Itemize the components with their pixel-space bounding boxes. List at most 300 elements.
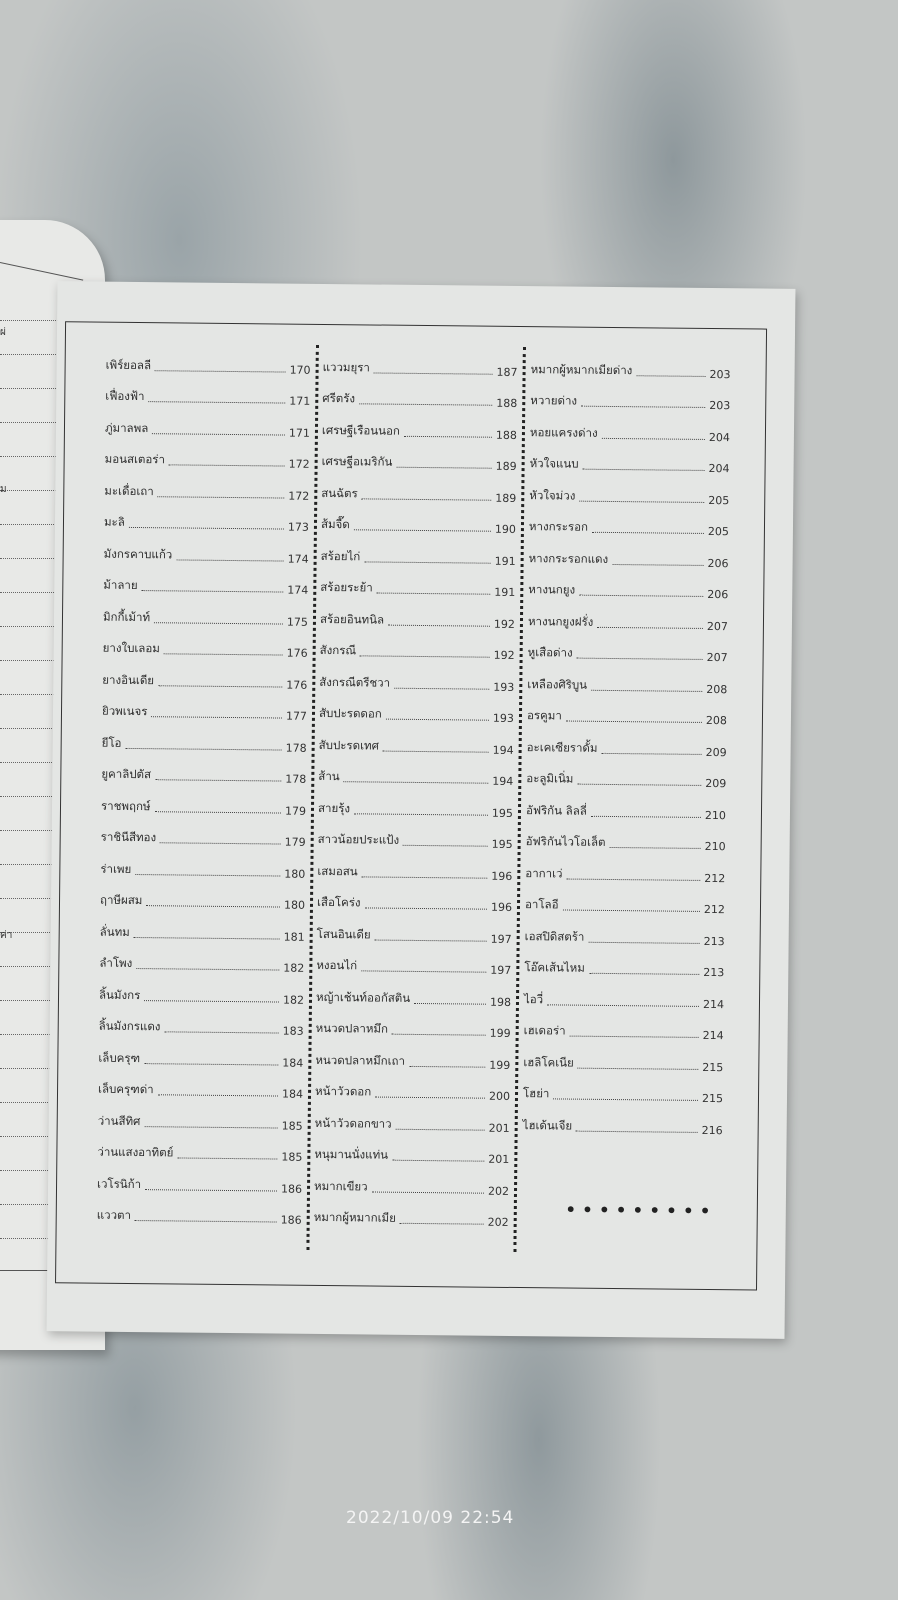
- entry-name: โสนอินเดีย: [316, 926, 371, 941]
- dot-leader: [409, 1065, 485, 1067]
- entry-page-number: 172: [288, 489, 310, 503]
- dot-leader: [148, 401, 285, 403]
- index-entry: [318, 754, 513, 788]
- entry-page-number: 204: [708, 430, 730, 444]
- index-entry: [525, 851, 725, 885]
- index-entry: [106, 343, 311, 377]
- entry-page-number: 196: [491, 869, 513, 883]
- entry-name: หงอนไก่: [316, 957, 358, 973]
- index-entry: [528, 631, 728, 665]
- index-entry: [101, 784, 306, 818]
- dot-leader: [601, 752, 701, 754]
- dot-leader: [372, 1191, 484, 1193]
- entry-name: อาโลอี: [524, 897, 559, 912]
- entry-page-number: 178: [285, 772, 307, 786]
- entry-page-number: 171: [288, 426, 311, 440]
- entry-page-number: 184: [282, 1056, 304, 1070]
- index-entry: [321, 534, 516, 568]
- entry-page-number: 209: [705, 776, 727, 791]
- index-entry: [321, 502, 516, 536]
- entry-name: เสือโคร่ง: [316, 894, 361, 910]
- dot-leader: [592, 532, 704, 534]
- dot-leader: [164, 653, 283, 655]
- dot-leader: [145, 1189, 277, 1191]
- entry-page-number: 194: [492, 743, 514, 757]
- index-entry: [321, 471, 516, 505]
- dot-leader: [154, 622, 283, 624]
- entry-page-number: 203: [709, 367, 731, 381]
- index-entry: [530, 442, 730, 476]
- index-entry: [316, 1006, 511, 1040]
- entry-name: หนุมานนั่งแท่น: [314, 1146, 389, 1162]
- entry-name: สับปะรดดอก: [318, 705, 382, 721]
- entry-page-number: 189: [495, 459, 517, 473]
- dot-leader: [362, 876, 488, 878]
- dot-leader: [581, 406, 705, 408]
- index-entry: [320, 597, 515, 631]
- entry-name: หางนกยูงฝรั่ง: [527, 613, 594, 629]
- entry-name: ฤาษีผสม: [99, 892, 143, 908]
- index-entry: [104, 532, 309, 566]
- index-entry: [528, 568, 728, 602]
- dot-leader: [134, 936, 280, 939]
- entry-name: หมากผู้หมากเมีย: [313, 1209, 396, 1225]
- entry-name: มอนสเตอร่า: [104, 451, 166, 467]
- entry-name: เฮเดอร่า: [523, 1023, 566, 1038]
- entry-page-number: 197: [490, 963, 512, 977]
- end-marker: •••••••••: [564, 1197, 717, 1224]
- dot-leader: [583, 469, 705, 471]
- entry-name: ยูคาลิปตัส: [101, 766, 152, 782]
- index-entry: [319, 691, 514, 725]
- dot-leader: [144, 1126, 277, 1128]
- entry-name: ไฮเด้นเจีย: [522, 1117, 573, 1133]
- entry-name: สร้อยระย้า: [320, 579, 373, 595]
- entry-name: ส้มจี๊ด: [320, 516, 350, 532]
- dot-leader: [578, 1067, 699, 1069]
- dot-leader: [636, 375, 705, 377]
- entry-page-number: 210: [704, 839, 726, 854]
- entry-page-number: 185: [281, 1150, 303, 1164]
- index-entry: [319, 660, 514, 694]
- entry-page-number: 205: [707, 524, 729, 539]
- index-entry: [100, 878, 305, 912]
- dot-leader: [597, 626, 703, 628]
- dot-leader: [589, 973, 699, 975]
- index-entry: [314, 1195, 509, 1229]
- index-entry: [97, 1162, 302, 1196]
- dot-leader: [154, 811, 280, 813]
- dot-leader: [158, 496, 285, 498]
- entry-page-number: 174: [287, 552, 309, 566]
- index-entry: [101, 752, 306, 786]
- index-entry: [102, 721, 307, 755]
- index-entry: [322, 439, 517, 473]
- dot-leader: [566, 878, 700, 880]
- index-entry: [322, 408, 517, 442]
- index-entry: [526, 820, 726, 854]
- index-page: [47, 281, 796, 1339]
- dot-leader: [591, 815, 701, 817]
- dot-leader: [164, 1031, 278, 1033]
- entry-name: อะลูมิเนิ่ม: [526, 771, 574, 786]
- dot-leader: [354, 529, 491, 531]
- dot-leader: [566, 721, 702, 723]
- dot-leader: [396, 467, 491, 469]
- entry-name: เล็บครุฑ: [98, 1050, 141, 1065]
- entry-page-number: 213: [703, 934, 725, 948]
- index-entry: [104, 469, 309, 503]
- entry-name: อรคูมา: [526, 708, 562, 723]
- index-entry: [523, 1103, 723, 1137]
- entry-name: มะลิ: [103, 514, 125, 529]
- entry-page-number: 182: [283, 961, 305, 975]
- entry-name: เวโรนิก้า: [97, 1176, 142, 1191]
- index-entry: [97, 1193, 302, 1227]
- dot-leader: [394, 687, 489, 689]
- index-entry: [103, 626, 308, 660]
- left-page-fragment: ผ่: [0, 327, 6, 338]
- entry-name: เฟื่องฟ้า: [105, 388, 145, 404]
- dot-leader: [146, 905, 280, 907]
- index-entry: [97, 1130, 302, 1164]
- entry-page-number: 181: [283, 930, 305, 944]
- entry-page-number: 201: [488, 1152, 510, 1166]
- dot-leader: [176, 559, 283, 561]
- entry-page-number: 178: [285, 741, 307, 755]
- index-entry: [99, 941, 304, 975]
- entry-page-number: 171: [289, 394, 311, 408]
- entry-page-number: 186: [280, 1213, 302, 1227]
- entry-name: ลำโพง: [99, 955, 133, 970]
- dot-leader: [344, 781, 489, 784]
- entry-page-number: 194: [492, 774, 514, 788]
- entry-name: ราชพฤกษ์: [100, 798, 151, 813]
- index-entry: [529, 536, 729, 570]
- index-entry: [314, 1132, 509, 1166]
- entry-name: มิกกี้เม้าท์: [102, 609, 151, 624]
- entry-page-number: 172: [288, 457, 310, 471]
- entry-name: ลิ้นมังกร: [98, 987, 141, 1002]
- entry-name: สังกรณี: [319, 642, 357, 658]
- dot-leader: [364, 561, 490, 563]
- dot-leader: [577, 658, 703, 660]
- entry-page-number: 173: [287, 520, 310, 534]
- index-entry: [319, 723, 514, 757]
- entry-name: สนฉัตร: [321, 485, 358, 500]
- entry-page-number: 206: [707, 587, 729, 602]
- index-entry: [103, 563, 308, 597]
- dot-leader: [135, 874, 280, 877]
- dot-leader: [135, 1220, 277, 1222]
- index-entry: [105, 374, 310, 408]
- entry-name: สับปะรดเทศ: [318, 737, 380, 753]
- index-entry: [527, 662, 727, 696]
- entry-page-number: 175: [286, 615, 309, 629]
- index-entry: [529, 505, 729, 539]
- dot-leader: [547, 1004, 699, 1007]
- dot-leader: [400, 1223, 484, 1225]
- entry-page-number: 214: [702, 997, 725, 1011]
- entry-name: เสมอสน: [317, 863, 358, 878]
- entry-name: ว่านสีทิศ: [97, 1113, 141, 1128]
- index-entry: [322, 376, 517, 410]
- left-page-fragment: ม: [0, 484, 7, 495]
- dot-leader: [144, 1063, 278, 1065]
- index-entry: [529, 473, 729, 507]
- entry-page-number: 202: [487, 1184, 510, 1198]
- index-entry: [318, 786, 513, 820]
- entry-name: แววมยุรา: [322, 359, 370, 374]
- dot-leader: [591, 689, 702, 691]
- entry-name: ลั่นทม: [99, 924, 130, 939]
- entry-page-number: 209: [705, 745, 727, 759]
- entry-page-number: 193: [493, 680, 515, 694]
- entry-name: ม้าลาย: [103, 577, 138, 593]
- entry-page-number: 215: [702, 1060, 724, 1074]
- dot-leader: [579, 595, 703, 597]
- dot-leader: [354, 813, 488, 815]
- dot-leader: [360, 655, 490, 657]
- dot-leader: [404, 435, 492, 437]
- entry-name: ว่านแสงอาทิตย์: [97, 1144, 174, 1160]
- index-column-1: [97, 343, 311, 1227]
- index-entry: [317, 912, 512, 946]
- entry-page-number: 191: [494, 585, 516, 599]
- entry-name: หูเสือด่าง: [527, 645, 573, 660]
- entry-name: หางนกยูง: [528, 582, 576, 597]
- index-entry: [318, 817, 513, 851]
- dot-leader: [377, 593, 491, 595]
- entry-page-number: 202: [487, 1215, 509, 1229]
- entry-name: ราชินีสีทอง: [100, 829, 157, 845]
- dot-leader: [579, 500, 704, 502]
- entry-page-number: 176: [286, 678, 308, 692]
- entry-page-number: 199: [489, 1058, 511, 1072]
- entry-page-number: 180: [284, 867, 306, 881]
- entry-name: หางกระรอกแดง: [528, 550, 609, 566]
- index-entry: [320, 565, 515, 599]
- entry-name: อะเคเซียราดั้ม: [526, 739, 598, 755]
- entry-page-number: 196: [490, 900, 513, 914]
- entry-page-number: 207: [706, 650, 728, 665]
- entry-name: หัวใจแนบ: [529, 456, 579, 471]
- entry-page-number: 179: [284, 835, 306, 849]
- entry-page-number: 187: [496, 365, 518, 379]
- entry-name: อัฟริกัน ลิลลี่: [525, 802, 587, 818]
- entry-page-number: 189: [495, 491, 517, 505]
- index-entry: [524, 977, 724, 1011]
- entry-page-number: 188: [496, 396, 518, 410]
- index-entry: [98, 1036, 303, 1070]
- index-entry: [530, 379, 730, 413]
- entry-page-number: 201: [488, 1121, 510, 1135]
- entry-page-number: 207: [706, 619, 729, 633]
- index-entry: [527, 725, 727, 759]
- entry-name: ไอวี่: [523, 991, 544, 1006]
- entry-page-number: 200: [488, 1089, 511, 1103]
- entry-page-number: 184: [281, 1087, 304, 1101]
- entry-page-number: 188: [495, 428, 518, 442]
- entry-name: หญ้าเช้นท์ออกัสติน: [315, 989, 411, 1005]
- index-entry: [524, 946, 724, 980]
- index-entry: [105, 437, 310, 471]
- entry-page-number: 195: [491, 837, 513, 851]
- dot-leader: [396, 1128, 485, 1130]
- dot-leader: [602, 437, 705, 439]
- entry-name: หนวดปลาหมึกเถา: [315, 1052, 406, 1068]
- entry-page-number: 199: [489, 1026, 511, 1040]
- dot-leader: [125, 747, 281, 750]
- dot-leader: [364, 907, 486, 909]
- entry-page-number: 182: [282, 993, 305, 1007]
- entry-name: ภู่มาลพล: [104, 420, 149, 435]
- entry-name: สร้อยอินทนิล: [319, 611, 385, 627]
- entry-page-number: 192: [493, 617, 516, 631]
- dot-leader: [609, 847, 700, 849]
- entry-page-number: 203: [709, 398, 731, 413]
- entry-name: ลิ้นมังกรแดง: [98, 1018, 161, 1034]
- entry-page-number: 205: [708, 493, 730, 507]
- index-entry: [525, 914, 725, 948]
- index-entry: [526, 788, 726, 822]
- entry-page-number: 195: [491, 806, 514, 820]
- index-entry: [102, 689, 307, 723]
- dot-leader: [160, 842, 281, 844]
- entry-page-number: 206: [707, 556, 729, 570]
- entry-page-number: 215: [701, 1091, 724, 1106]
- dot-leader: [158, 685, 282, 687]
- entry-page-number: 183: [282, 1024, 304, 1038]
- entry-name: เล็บครุฑด่า: [97, 1081, 154, 1097]
- index-entry: [104, 500, 309, 534]
- entry-page-number: 212: [704, 871, 726, 885]
- entry-name: หน้าวัวดอก: [314, 1083, 372, 1099]
- dot-leader: [142, 590, 284, 592]
- entry-page-number: 179: [284, 804, 307, 818]
- entry-name: หนวดปลาหมึก: [315, 1020, 389, 1036]
- entry-page-number: 174: [287, 583, 309, 597]
- entry-name: เหลืองศิริบูน: [527, 676, 588, 692]
- index-entry: [523, 1072, 723, 1106]
- entry-name: หมากผู้หมากเมียด่าง: [530, 361, 633, 377]
- entry-page-number: 216: [701, 1123, 723, 1137]
- index-entry: [317, 880, 512, 914]
- entry-name: หัวใจม่วง: [529, 487, 576, 503]
- dot-leader: [383, 750, 489, 752]
- index-entry: [98, 1099, 303, 1133]
- dot-leader: [375, 1097, 485, 1099]
- index-entry: [523, 1040, 723, 1074]
- entry-name: แววตา: [96, 1207, 132, 1222]
- dot-leader: [152, 433, 285, 435]
- photo-timestamp: 2022/10/09 22:54: [346, 1508, 515, 1528]
- entry-name: สังกรณีตรีชวา: [319, 674, 391, 690]
- dot-leader: [562, 909, 700, 911]
- dot-leader: [392, 1034, 486, 1036]
- index-frame: [55, 321, 767, 1290]
- index-entry: [526, 757, 726, 791]
- entry-page-number: 185: [281, 1119, 303, 1133]
- entry-page-number: 197: [490, 932, 512, 946]
- dot-leader: [392, 1160, 484, 1162]
- index-entry: [98, 1067, 303, 1101]
- entry-name: ร่าเพย: [100, 861, 132, 876]
- entry-name: อัฟริกันไวโอเล็ต: [525, 834, 606, 849]
- dot-leader: [588, 941, 699, 943]
- entry-name: หมากเขียว: [313, 1178, 368, 1193]
- entry-name: ยีโอ: [101, 735, 122, 750]
- index-entry: [105, 406, 310, 440]
- entry-name: เศรษฐีอเมริกัน: [321, 453, 393, 469]
- entry-name: โฮย่า: [522, 1086, 550, 1101]
- left-page-fragment: ค่า: [0, 930, 13, 941]
- entry-page-number: 192: [493, 648, 515, 662]
- entry-page-number: 208: [706, 682, 728, 696]
- dot-leader: [362, 498, 492, 500]
- index-entry: [100, 910, 305, 944]
- dot-leader: [577, 784, 701, 786]
- index-entry: [320, 628, 515, 662]
- entry-name: เฮลิโคเนีย: [523, 1054, 574, 1070]
- dot-leader: [129, 527, 284, 530]
- entry-name: สายรุ้ง: [317, 800, 351, 815]
- entry-name: โอ๊คเส้นไหม: [524, 960, 585, 975]
- index-entry: [524, 1009, 724, 1043]
- index-entry: [530, 410, 730, 444]
- entry-page-number: 191: [494, 554, 516, 568]
- index-entry: [528, 599, 728, 633]
- dot-leader: [375, 939, 487, 941]
- dot-leader: [359, 403, 492, 405]
- entry-name: เพิร์ยอลลี: [105, 357, 152, 372]
- entry-name: ส้าน: [318, 768, 340, 784]
- entry-page-number: 204: [708, 461, 730, 476]
- entry-page-number: 198: [489, 995, 512, 1009]
- dot-leader: [553, 1098, 698, 1101]
- dot-leader: [570, 1036, 699, 1038]
- dot-leader: [177, 1157, 277, 1159]
- entry-name: หางกระรอก: [528, 519, 589, 534]
- index-entry: [525, 883, 725, 917]
- dot-leader: [361, 970, 486, 972]
- entry-page-number: 177: [285, 709, 308, 723]
- entry-name: ยางใบเลอม: [102, 640, 160, 656]
- dot-leader: [158, 1094, 278, 1096]
- index-entry: [314, 1164, 509, 1198]
- entry-name: อากาเว่: [525, 865, 563, 880]
- entry-page-number: 210: [704, 808, 727, 822]
- index-column-3: [523, 347, 731, 1137]
- dot-leader: [169, 464, 285, 466]
- index-entry: [99, 973, 304, 1007]
- index-entry: [102, 658, 307, 692]
- index-entry: [101, 815, 306, 849]
- dot-leader: [386, 719, 489, 721]
- entry-name: ยิวพเนจร: [101, 703, 148, 719]
- dot-leader: [403, 845, 488, 847]
- dot-leader: [388, 624, 490, 626]
- index-column-2: [314, 345, 518, 1229]
- entry-page-number: 214: [702, 1028, 724, 1043]
- index-entry: [315, 1038, 510, 1072]
- entry-name: ศรีตรัง: [322, 390, 356, 406]
- entry-page-number: 170: [289, 363, 311, 377]
- index-entry: [531, 347, 731, 381]
- entry-page-number: 186: [280, 1182, 303, 1196]
- index-entry: [315, 1069, 510, 1103]
- entry-name: เอสปิดิสตร้า: [524, 928, 585, 944]
